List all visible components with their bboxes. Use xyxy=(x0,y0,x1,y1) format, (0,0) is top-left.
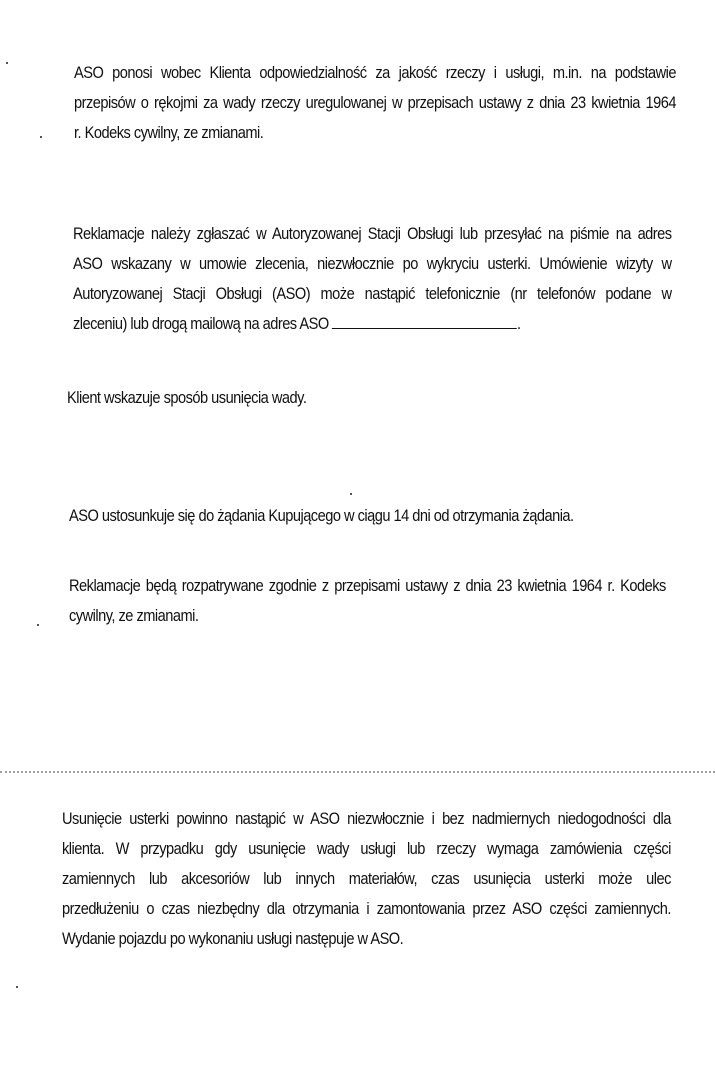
scan-speck xyxy=(350,493,352,495)
paragraph-line: przepisów o rękojmi za wady rzeczy uregulowanej w przepisach ustawy z dnia 23 kwietnia 1964 xyxy=(74,93,676,112)
paragraph-line: Reklamacje należy zgłaszać w Autoryzowanej Stacji Obsługi lub przesyłać na piśmie na adres xyxy=(73,224,672,243)
paragraph-line: Autoryzowanej Stacji Obsługi (ASO) może nastąpić telefonicznie (nr telefonów podane w xyxy=(73,284,672,303)
dotted-separator xyxy=(0,771,715,775)
scan-speck xyxy=(40,136,42,138)
email-blank-field xyxy=(332,314,517,329)
paragraph-line: przedłużeniu o czas niezbędny dla otrzymania i zamontowania przez ASO części zamiennych. xyxy=(62,899,671,918)
paragraph-line: ASO ponosi wobec Klienta odpowiedzialność za jakość rzeczy i usługi, m.in. na podstawie xyxy=(74,63,676,82)
scan-speck xyxy=(6,62,8,64)
paragraph-line: r. Kodeks cywilny, ze zmianami. xyxy=(74,123,264,142)
paragraph-line: Klient wskazuje sposób usunięcia wady. xyxy=(67,388,307,407)
paragraph-remedy-choice xyxy=(67,383,306,413)
paragraph-line: Wydanie pojazdu po wykonaniu usługi następuje w ASO. xyxy=(62,929,404,948)
scan-speck xyxy=(16,986,18,988)
paragraph-defect-removal xyxy=(62,804,671,954)
paragraph-line: ASO wskazany w umowie zlecenia, niezwłocznie po wykryciu usterki. Umówienie wizyty w xyxy=(73,254,672,273)
paragraph-line: klienta. W przypadku gdy usunięcie wady usługi lub rzeczy wymaga zamówienia części xyxy=(62,839,671,858)
paragraph-line-with-blank xyxy=(73,309,672,339)
paragraph-line: Reklamacje będą rozpatrywane zgodnie z przepisami ustawy z dnia 23 kwietnia 1964 r. Kodeks xyxy=(69,576,666,595)
paragraph-complaints-submission xyxy=(73,219,672,339)
paragraph-complaint-handling xyxy=(69,571,666,631)
paragraph-line: ASO ustosunkuje się do żądania Kupującego w ciągu 14 dni od otrzymania żądania. xyxy=(69,506,574,525)
line-period: . xyxy=(517,314,521,333)
paragraph-line: zamiennych lub akcesoriów lub innych materiałów, czas usunięcia usterki może ulec xyxy=(62,869,671,888)
paragraph-liability xyxy=(74,58,676,148)
paragraph-line: Usunięcie usterki powinno nastąpić w ASO niezwłocznie i bez nadmiernych niedogodności dla xyxy=(62,809,671,828)
scan-speck xyxy=(37,624,39,626)
paragraph-line-text: zleceniu) lub drogą mailową na adres ASO xyxy=(73,314,329,333)
paragraph-response-time xyxy=(69,501,574,531)
paragraph-line: cywilny, ze zmianami. xyxy=(69,606,199,625)
